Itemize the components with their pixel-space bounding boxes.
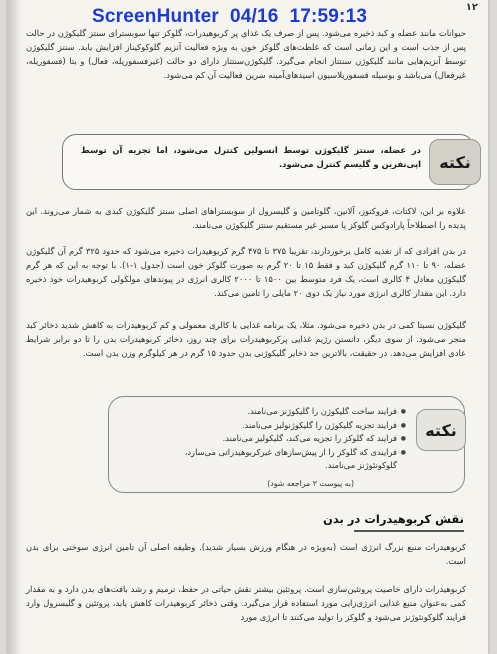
paragraph-substrates: علاوه بر این، لاکتات، فروکتوز، آلانین، گلوتامین و گلیسرول از سوبستراهای اصلی سنتز گلیکوژن کبدی به شمار می‌روند. این پدیده را اصطلاحاً پارادوکس گلوکز یا مسیر غیر مستقیم سنتز گلیکوژن می‌نامند.: [26, 206, 466, 230]
note-box-2: [108, 396, 465, 493]
note-text: در عضله، سنتز گلیکوژن توسط انسولین کنترل می‌شود، اما تجزیه آن توسط اپی‌نفرین و گلیسم کنترل می‌شود.: [81, 145, 421, 169]
note-badge: نکته: [429, 139, 481, 185]
note-badge: نکته: [416, 409, 466, 451]
appendix-reference: (به پیوست ۲ مراجعه شود): [267, 479, 354, 488]
list-item: ● فرایند ساخت گلیکوژن را گلیکوژنز می‌نامند.: [146, 405, 406, 419]
list-item: ● فرایند که گلوکز را تجزیه می‌کند، گلیکولیز می‌نامند.: [146, 432, 406, 446]
book-page: [8, 0, 488, 654]
note-box-1: [62, 134, 474, 190]
list-item: ● فرایند تجزیه گلیکوژن را گلیکوژنولیز می‌نامند.: [146, 419, 406, 433]
paragraph-protein-sparing: کربوهیدرات دارای خاصیت پروتئین‌سازی است. پروتئین بیشتر نقش حیاتی در حفظ، ترمیم و رشد بافت‌های بدن دارد و به مقدار کمی به‌عنوان منبع غذایی انرژی‌زایی مورد استفاده قرار می‌گیرد. وقتی ذخائر کربوهیدرات کاهش یابد، پروتئین و گلیسرول وارد فرایند گلوکونئوژنز می‌شود و گلوکز را تولید می‌کنند تا انرژی مورد: [26, 584, 466, 622]
page-number: ۱۲: [465, 2, 478, 13]
page-fold-shadow: [8, 0, 22, 654]
title-underline: [354, 530, 464, 532]
paragraph-energy-source: کربوهیدرات منبع بزرگ انرژی است (به‌ویژه در هنگام ورزش بسیار شدید). وظیفه اصلی آن تامین انرژی سوختی برای بدن است.: [26, 542, 466, 566]
list-item: ● فرایندی که گلوکز را از پیش‌سازهای غیرکربوهیدراتی می‌سازد، گلوکونئوژنز می‌نامند.: [146, 446, 406, 473]
paragraph-glycogen-synthesis: حیوانات مانند عضله و کبد ذخیره می‌شود. پس از صرف یک غذای پر کربوهیدرات، گلوکز تنها سوبسترای سنتز گلیکوژن در حالت پس از جذب است و این زمانی است که غلظت‌های گلوکز خون به ویژه فعالیت آنزیم گلوکوکیناز افزایش یابد. سنتز گلیکوژن توسط آنزیم‌هایی مانند گلیکوژن سنتتاز انجام می‌گیرد. گلیکوژن‌سنتتاز دارای دو حالت (غیرفسفوریله، فعال) و بتا (فسفوریله، غیرفعال) می‌باشد و بوسیله فسفوریلاسیون اسیدهای‌آمینه سرین فعالیت آن کم می‌شود.: [26, 28, 466, 80]
section-title: نقش کربوهیدرات در بدن: [323, 512, 464, 526]
definition-list: [146, 405, 406, 473]
screenhunter-banner: ScreenHunter 04/16 17:59:13: [92, 6, 368, 27]
paragraph-glycogen-limits: گلیکوژن نسبتا کمی در بدن ذخیره می‌شود. مثلا، یک برنامه غذایی با کالری معمولی و کم کربوهیدرات به کاهش شدید ذخائر کبد منجر می‌شود. از سوی دیگر، دانستن رژیم غذایی پرکربوهیدرات برای چند روز، ذخائر کربوهیدرات بدن را تا دو برابر شرایط عادی افزایش می‌دهد. در حقیقت، بالاترین حد ذخایر گلیکوژنی بدن حدود ۱۵ گرم در هر کیلوگرم وزن بدن است.: [26, 320, 466, 358]
paragraph-storage: در بدن افرادی که از تغذیه کامل برخوردارند، تقریبا ۳۷۵ تا ۴۷۵ گرم کربوهیدرات ذخیره می‌شود که حدود ۳۲۵ گرم آن گلیکوژن عضله، ۹۰ تا ۱۱۰ گرم گلیکوژن کبد و فقط ۱۵ تا ۲۰ گرم به صورت گلوکز خون است (جدول ۱-۱). با توجه به این که هر گرم گلیکوژن معادل ۴ کالری است، یک فرد متوسط بین ۱۵۰۰ تا ۲۰۰۰ کالری انرژی در پیوندهای مولکولی کربوهیدرات خود ذخیره دارد. این مقدار کالری انرژی مورد نیاز یک دوی ۲۰ مایلی را تامین می‌کند.: [26, 246, 466, 298]
